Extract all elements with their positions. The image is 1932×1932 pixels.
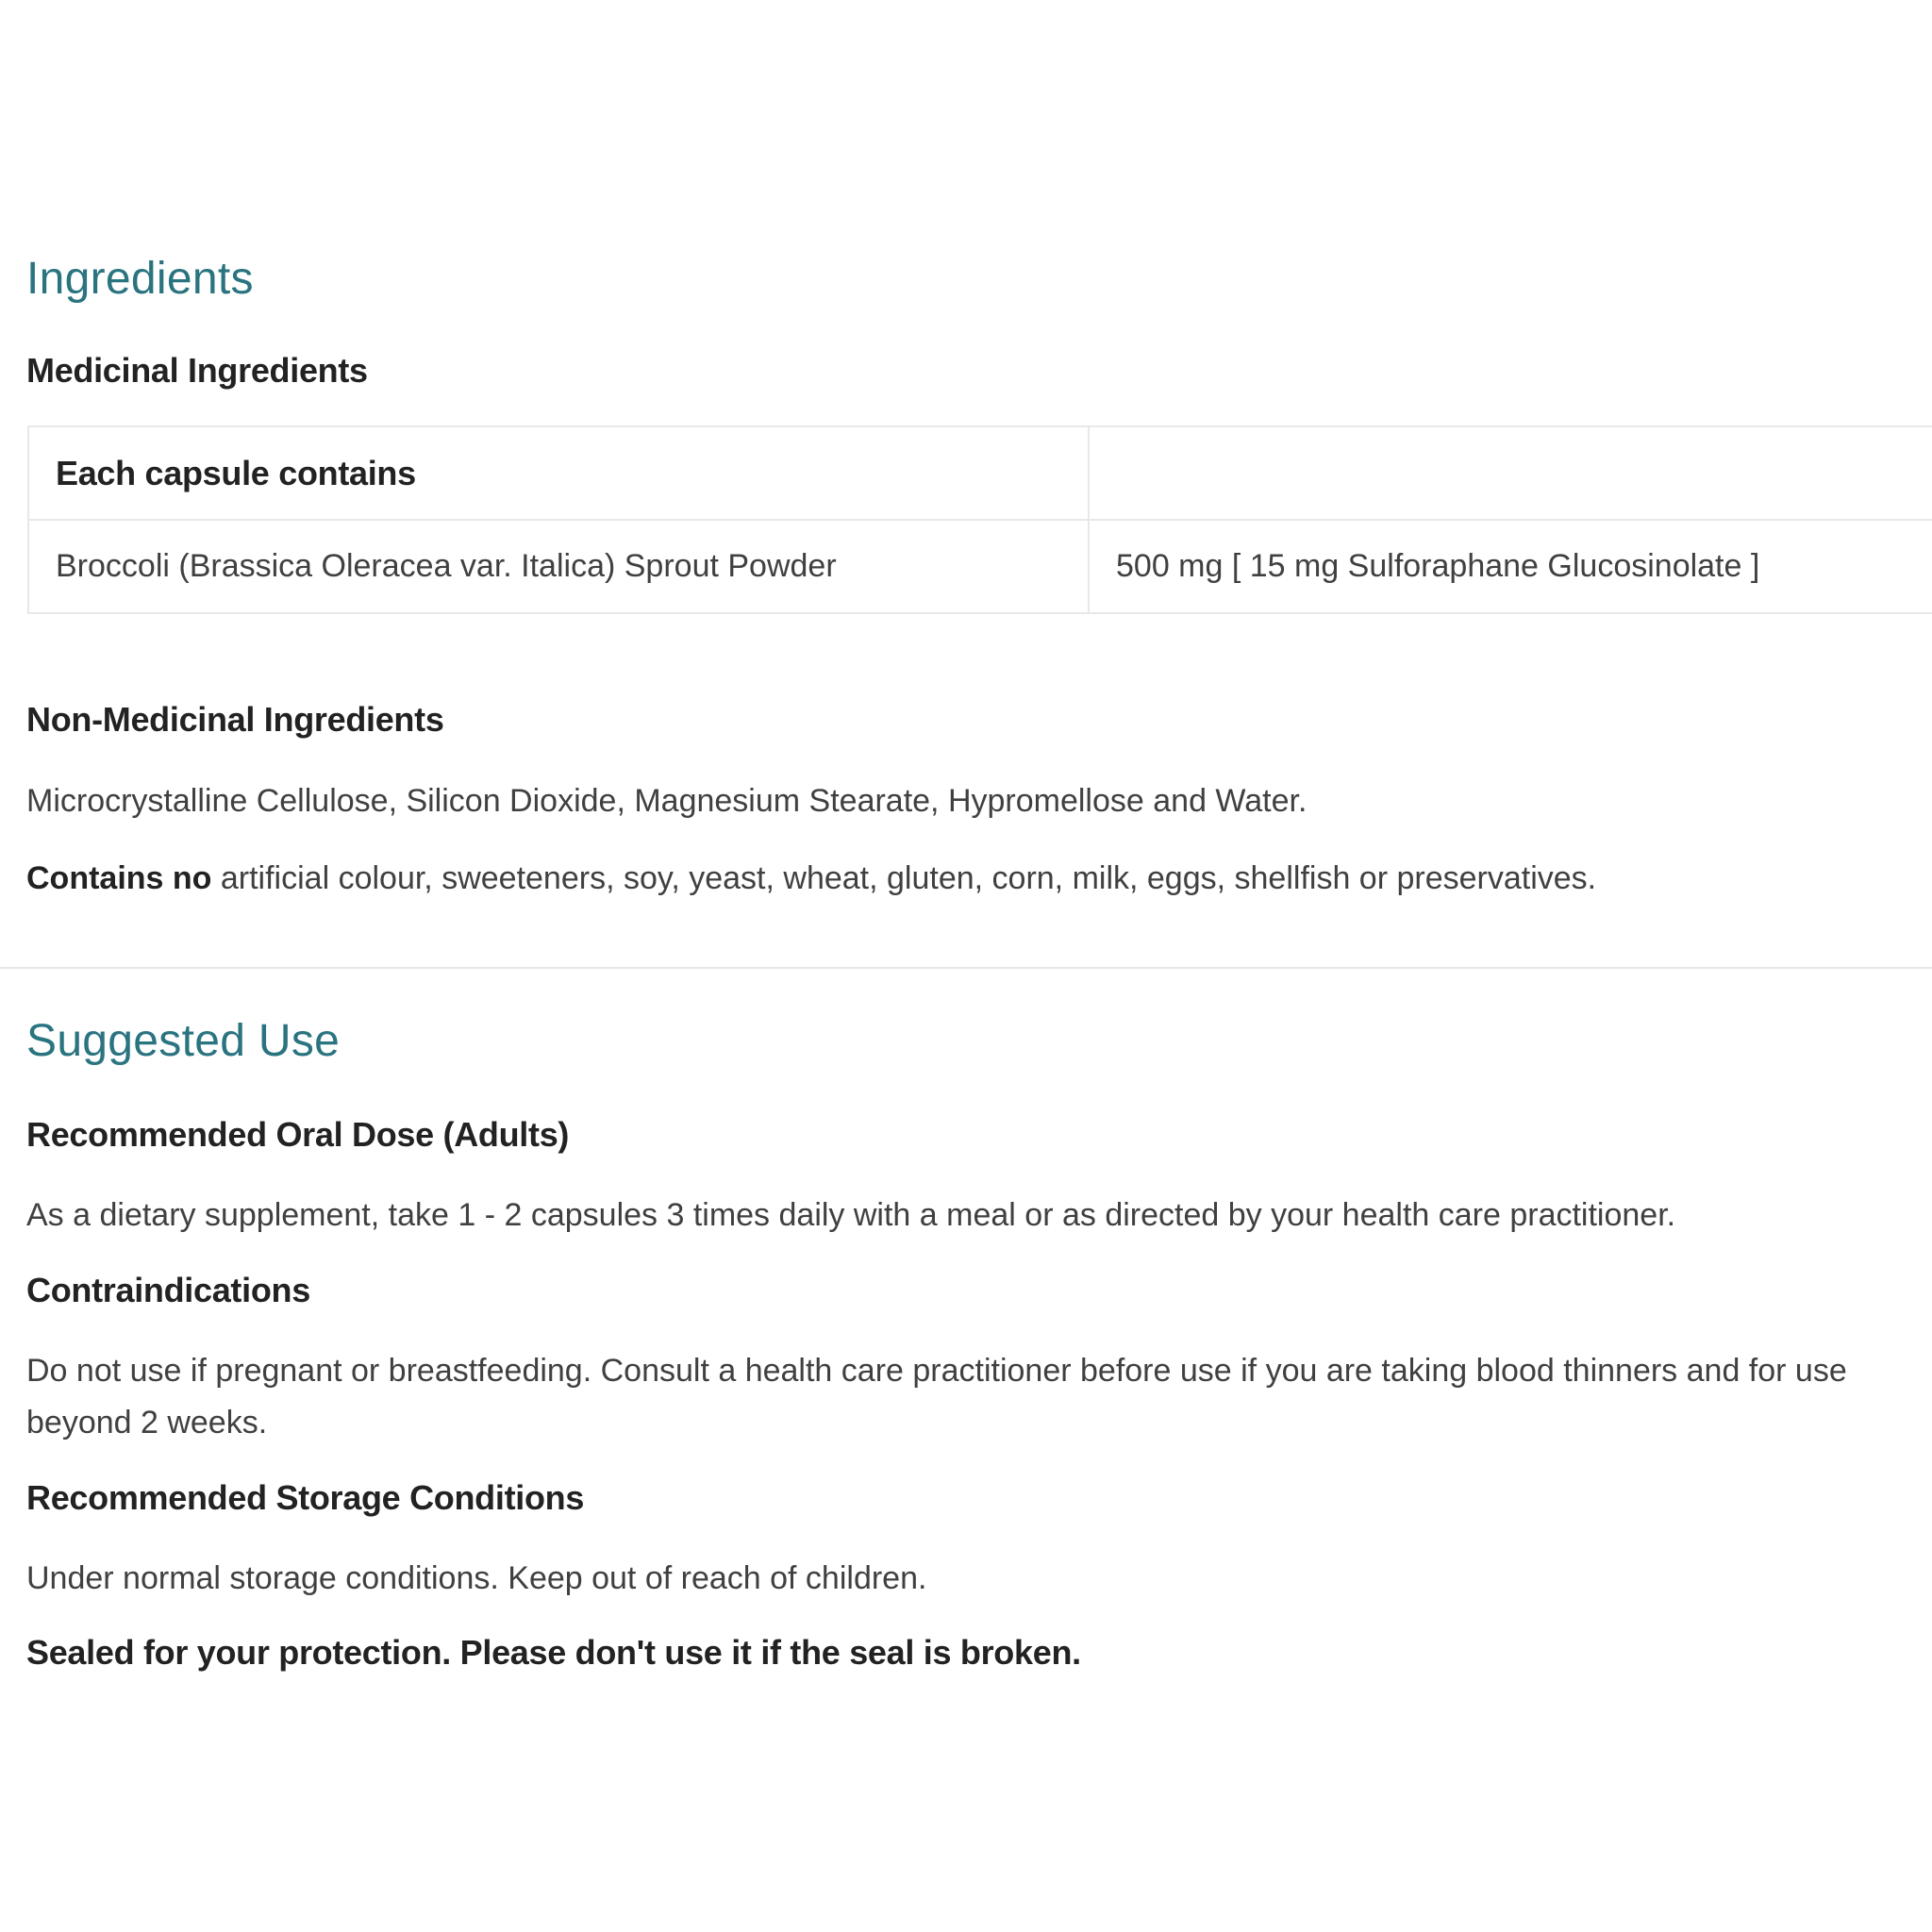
contraindications-heading: Contraindications <box>26 1271 310 1309</box>
table-header-cell <box>1089 426 1932 520</box>
recommended-dose-text: As a dietary supplement, take 1 - 2 capsules 3 times daily with a meal or as directed by your health care practitioner. <box>26 1197 1676 1233</box>
contraindications-text: Do not use if pregnant or breastfeeding. Consult a health care practitioner before use if you are taking blood thinners and for use beyond 2 weeks. <box>26 1353 1847 1441</box>
ingredient-name-cell: Broccoli (Brassica Oleracea var. Italica) Sprout Powder <box>28 520 1089 613</box>
seal-notice: Sealed for your protection. Please don't use it if the seal is broken. <box>26 1633 1081 1672</box>
medicinal-ingredients-heading: Medicinal Ingredients <box>26 351 368 390</box>
contains-no-label: Contains no <box>26 860 212 896</box>
table-header-row <box>28 426 1932 520</box>
medicinal-ingredients-table <box>27 425 1932 614</box>
table-header-cell: Each capsule contains <box>28 426 1089 520</box>
contains-no-text: artificial colour, sweeteners, soy, yeast, wheat, gluten, corn, milk, eggs, shellfish or preservatives. <box>211 860 1597 896</box>
ingredients-title: Ingredients <box>26 254 254 304</box>
recommended-dose-heading: Recommended Oral Dose (Adults) <box>26 1115 570 1154</box>
non-medicinal-ingredients-text: Microcrystalline Cellulose, Silicon Dioxide, Magnesium Stearate, Hypromellose and Water. <box>26 783 1307 819</box>
ingredient-amount-cell: 500 mg [ 15 mg Sulforaphane Glucosinolate ] <box>1089 520 1932 613</box>
non-medicinal-ingredients-heading: Non-Medicinal Ingredients <box>26 700 444 739</box>
storage-conditions-text: Under normal storage conditions. Keep out of reach of children. <box>26 1560 927 1596</box>
suggested-use-title: Suggested Use <box>26 1016 341 1066</box>
section-divider <box>0 967 1932 969</box>
contains-no-statement <box>26 853 1596 905</box>
table-row <box>28 520 1932 613</box>
storage-conditions-heading: Recommended Storage Conditions <box>26 1478 585 1517</box>
